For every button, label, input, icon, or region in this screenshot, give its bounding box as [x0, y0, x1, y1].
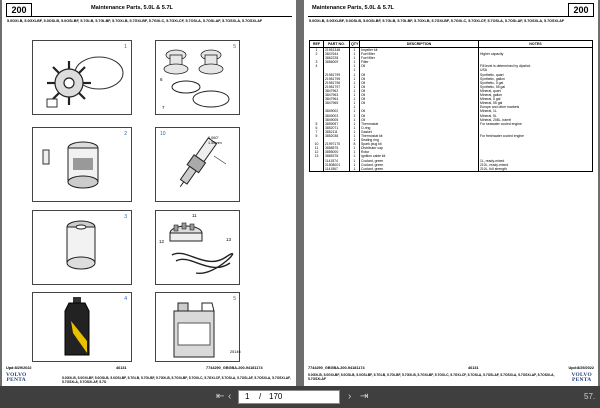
callout-11: 11: [192, 213, 197, 218]
notes-cell: Europe and other markets: [479, 105, 593, 109]
part-no-cell: 3847963: [324, 93, 350, 97]
description-cell: Oil: [360, 64, 479, 68]
ref-cell: 5: [310, 134, 324, 138]
notes-cell: Synthetic, 55 gal: [479, 85, 593, 89]
qty-cell: 1: [350, 150, 360, 154]
impeller-cell: [32, 40, 132, 115]
part-no-cell: 21808001: [324, 163, 350, 167]
qty-cell: 1: [350, 167, 360, 172]
thermostat-icon: [156, 41, 239, 114]
description-cell: Oil: [360, 81, 479, 85]
fuel-filter-cell: [32, 127, 132, 202]
ref-cell: 12: [310, 150, 324, 154]
col-notes: NOTES: [479, 41, 593, 48]
description-cell: Oil: [360, 97, 479, 101]
qty-cell: 1: [350, 48, 360, 53]
footer-models: 5.0GXi-B, 5.0GXi-BF, 5.0OSi-B, 5.0OSi-BF, 5.7Gi-B, 5.7Gi-BF, 5.7GXi-B, 5.7GXi-BF, 5.7GXi-C, 5.7GXi-CF, 5.7OSi-A, 5.7OSi-AF, 5.7OSXi-A, 5.7OSXi-AF, 5.7OSXi-A, 5.7OSXi-AF: [308, 373, 555, 382]
part-no-cell: 3847644: [324, 52, 350, 56]
description-cell: O-ring: [360, 126, 479, 130]
model-list: 5.0GXi-B, 5.0GXi-BF, 5.0OSi-B, 5.0OSi-BF, 5.7Gi-B, 5.7Gi-BF, 5.7GXi-B, 5.7GXi-BF, 5.7GXi-C, 5.7GXi-CF, 5.7OSi-A, 5.7OSi-AF, 5.7OSXi-A, 5.7OSXi-AF: [309, 19, 565, 23]
ref-number: 2: [124, 131, 127, 137]
qty-cell: 1: [350, 60, 360, 64]
col-part-no: PART NO.: [324, 41, 350, 48]
ref-cell: 3: [310, 60, 324, 64]
fuel-filter-icon: [33, 128, 131, 201]
oil-bottle-cell: [32, 292, 132, 362]
last-page-icon[interactable]: ⇥: [360, 391, 369, 402]
description-cell: Oil: [360, 118, 479, 122]
col-description: DESCRIPTION: [360, 41, 479, 48]
ref-cell: 5: [310, 122, 324, 126]
description-cell: Thermostat: [360, 122, 479, 126]
description-cell: Oil: [360, 85, 479, 89]
ref-number: 5: [233, 296, 236, 302]
footer-code: 46131: [468, 366, 479, 370]
page-indicator[interactable]: [238, 390, 340, 404]
ref-cell: 4: [310, 64, 324, 68]
qty-cell: 1: [350, 89, 360, 93]
notes-cell: 210L, ready-mixed: [479, 163, 593, 167]
ref-cell: 6: [310, 126, 324, 130]
qty-cell: 1: [350, 105, 360, 109]
qty-cell: 1: [350, 101, 360, 105]
notes-cell: Synthetic, quart: [479, 73, 593, 77]
notes-cell: Mineral, 1L: [479, 109, 593, 113]
description-cell: Oil: [360, 73, 479, 77]
notes-cell: 1L, ready-mixed: [479, 159, 593, 163]
part-no-cell: 3852038: [324, 134, 350, 138]
qty-cell: 1: [350, 126, 360, 130]
part-no-cell: 3849005: [324, 118, 350, 122]
left-page: [2, 0, 296, 386]
description-cell: Coolant, green: [360, 159, 479, 163]
notes-cell: Mineral, quart: [479, 89, 593, 93]
update-date: Upd:8/29/2022: [568, 366, 594, 370]
gap-spec: 0.060" 1.50mm: [208, 136, 222, 145]
update-date: Upd:8/29/2022: [6, 366, 32, 370]
parts-table: [309, 40, 593, 172]
figure-id: 25146: [230, 350, 241, 354]
description-cell: Sealing ring: [360, 138, 479, 142]
notes-cell: Mineral, 5L: [479, 114, 593, 118]
part-no-cell: 21981796: [324, 81, 350, 85]
part-no-cell: 3855000: [324, 150, 350, 154]
part-no-cell: 3849003: [324, 114, 350, 118]
col-qty: QTY: [351, 42, 359, 46]
qty-cell: 1: [350, 138, 360, 142]
oil-filter-cell: [32, 210, 132, 285]
description-cell: Oil: [360, 101, 479, 105]
page-title: Maintenance Parts, 5.0L & 5.7L: [91, 5, 173, 11]
first-page-icon[interactable]: ⇤: [216, 391, 225, 402]
description-cell: Coolant, green: [360, 163, 479, 167]
callout-12: 12: [159, 239, 165, 244]
part-no-cell: 3847962: [324, 89, 350, 93]
qty-cell: 1: [350, 163, 360, 167]
page-separator: /: [259, 392, 262, 401]
spark-plug-cell: [155, 127, 240, 202]
description-cell: Impeller kit: [360, 48, 479, 53]
part-no-cell: 21951348: [324, 48, 350, 53]
parts-table-body: [310, 48, 593, 172]
part-no-cell: 3852111: [324, 130, 350, 134]
notes-cell: 210L, full strength: [479, 167, 593, 172]
oil-bottle-icon: [33, 293, 131, 361]
qty-cell: 1: [350, 64, 360, 68]
description-cell: Distributor cap: [360, 146, 479, 150]
part-no-cell: 21981799: [324, 73, 350, 77]
description-cell: Oil: [360, 109, 479, 113]
ref-cell: 13: [310, 154, 324, 158]
part-no-cell: 3862228: [324, 56, 350, 60]
notes-cell: Higher capacity: [479, 52, 593, 56]
document-id: 7744290_GBGBA-200-94181174: [206, 366, 263, 370]
qty-cell: 1: [350, 146, 360, 150]
qty-cell: 1: [350, 159, 360, 163]
qty-cell: 1: [350, 130, 360, 134]
qty-cell: 1: [350, 85, 360, 89]
qty-cell: 1: [350, 154, 360, 158]
model-list: 5.0GXi-B, 5.0GXi-BF, 5.0OSi-B, 5.0OSi-BF, 5.7Gi-B, 5.7Gi-BF, 5.7GXi-B, 5.7GXi-BF, 5.7GXi-C, 5.7GXi-CF, 5.7OSi-A, 5.7OSi-AF, 5.7OSXi-A, 5.7OSXi-AF: [7, 19, 263, 23]
notes-cell: Mineral, 5 gal: [479, 97, 593, 101]
notes-cell: Mineral, 208L, barrel: [479, 118, 593, 122]
notes-cell: USA: [479, 68, 593, 72]
footer-code: 46131: [116, 366, 127, 370]
ref-cell: 11: [310, 146, 324, 150]
part-no-cell: 3859057: [324, 122, 350, 126]
qty-cell: 1: [350, 73, 360, 77]
part-no-cell: 3849002: [324, 109, 350, 113]
table-row: [310, 167, 593, 172]
part-no-cell: 3856009: [324, 60, 350, 64]
qty-cell: 1: [350, 93, 360, 97]
description-cell: Gasket: [360, 130, 479, 134]
description-cell: Fuel filter: [360, 52, 479, 56]
qty-cell: 1: [350, 114, 360, 118]
qty-cell: 1: [350, 122, 360, 126]
description-cell: Spark plug kit: [360, 142, 479, 146]
volvo-penta-logo: VOLVO PENTA: [571, 372, 592, 383]
part-no-cell: 21981795: [324, 77, 350, 81]
oil-filter-icon: [33, 211, 131, 284]
zoom-level[interactable]: 57.: [584, 392, 596, 401]
header-divider: [6, 16, 292, 17]
part-no-cell: 1141574: [324, 159, 350, 163]
description-cell: Oil: [360, 114, 479, 118]
ref-cell: [310, 167, 324, 172]
total-pages: 170: [269, 392, 283, 401]
description-cell: Ignition cable kit: [360, 154, 479, 158]
distributor-cap-icon: [156, 211, 239, 284]
page-number: 200: [6, 3, 32, 17]
right-page: [304, 0, 598, 386]
prev-page-icon[interactable]: ‹: [228, 391, 232, 402]
qty-cell: 1: [350, 68, 360, 72]
qty-cell: 8: [350, 142, 360, 146]
notes-cell: Fill level is determined by dipstick: [479, 64, 593, 68]
page-header: [6, 3, 292, 17]
ref-cell: 10: [310, 142, 324, 146]
description-cell: Fuel filter: [360, 56, 479, 60]
notes-cell: For freshwater cooled engine: [479, 134, 593, 138]
page-title: Maintenance Parts, 5.0L & 5.7L: [312, 5, 394, 11]
notes-cell: Mineral, 55 gal: [479, 101, 593, 105]
coolant-cell: [155, 292, 240, 362]
notes-cell: Mineral, gallon: [479, 93, 593, 97]
impeller-icon: [33, 41, 131, 114]
callout-13: 13: [226, 237, 232, 242]
current-page-input[interactable]: 1: [245, 392, 250, 401]
header-divider: [308, 16, 594, 17]
volvo-penta-logo: VOLVO PENTA: [6, 372, 27, 383]
spark-plug-icon: [156, 128, 239, 201]
callout-7: 7: [162, 105, 165, 110]
ref-cell: 2: [310, 52, 324, 56]
description-cell: Oil: [360, 77, 479, 81]
ref-number: 3: [124, 214, 127, 220]
page-number: 200: [568, 3, 594, 17]
ref-number: 10: [160, 131, 166, 137]
part-no-cell: 1141567: [324, 167, 350, 172]
description-cell: Coolant, green: [360, 167, 479, 172]
ref-number: 5: [233, 44, 236, 50]
description-cell: Oil: [360, 93, 479, 97]
notes-cell: For seawater cooled engine: [479, 122, 593, 126]
part-no-cell: 3847965: [324, 101, 350, 105]
ref-cell: 7: [310, 130, 324, 134]
part-no-cell: 3865378: [324, 154, 350, 158]
qty-cell: 1: [350, 118, 360, 122]
part-no-cell: 3847964: [324, 97, 350, 101]
qty-cell: 1: [350, 97, 360, 101]
qty-cell: 1: [350, 109, 360, 113]
thermostat-cell: [155, 40, 240, 115]
part-no-cell: 21981797: [324, 85, 350, 89]
page-header: [308, 3, 594, 17]
description-cell: Filter: [360, 60, 479, 64]
next-page-icon[interactable]: ›: [348, 391, 352, 402]
callout-6: 6: [160, 77, 163, 82]
notes-cell: Synthetic, gallon: [479, 77, 593, 81]
document-id: 7744290_GBGBA-200-94181174: [308, 366, 365, 370]
ref-number: 4: [124, 296, 127, 302]
description-cell: Oil: [360, 89, 479, 93]
ref-number: 1: [124, 44, 127, 50]
viewer-toolbar: [0, 386, 600, 408]
coolant-can-icon: [156, 293, 239, 361]
qty-cell: 1: [350, 56, 360, 60]
notes-cell: Synthetic, 5 gal: [479, 81, 593, 85]
qty-cell: 1: [350, 52, 360, 56]
description-cell: Rotor: [360, 150, 479, 154]
footer-models: 5.0GXi-B, 5.0GXi-BF, 5.0OSi-B, 5.0OSi-BF, 5.7Gi-B, 5.7Gi-BF, 5.7GXi-B, 5.7GXi-BF, 5.7GXi-C, 5.7GXi-CF, 5.7OSi-A, 5.7OSi-AF, 5.7OSXi-A, 5.7OSXi-AF, 5.7OSXi-A, 5.7OSXi-AF, 5.7O: [62, 376, 291, 385]
part-no-cell: 3858575: [324, 146, 350, 150]
qty-cell: 1: [350, 134, 360, 138]
qty-cell: 1: [350, 77, 360, 81]
distributor-cell: [155, 210, 240, 285]
part-no-cell: 3852071: [324, 126, 350, 130]
part-no-cell: 21997170: [324, 142, 350, 146]
col-ref: REF: [310, 41, 324, 48]
qty-cell: 1: [350, 81, 360, 85]
description-cell: Thermostat kit: [360, 134, 479, 138]
ref-cell: 1: [310, 48, 324, 53]
